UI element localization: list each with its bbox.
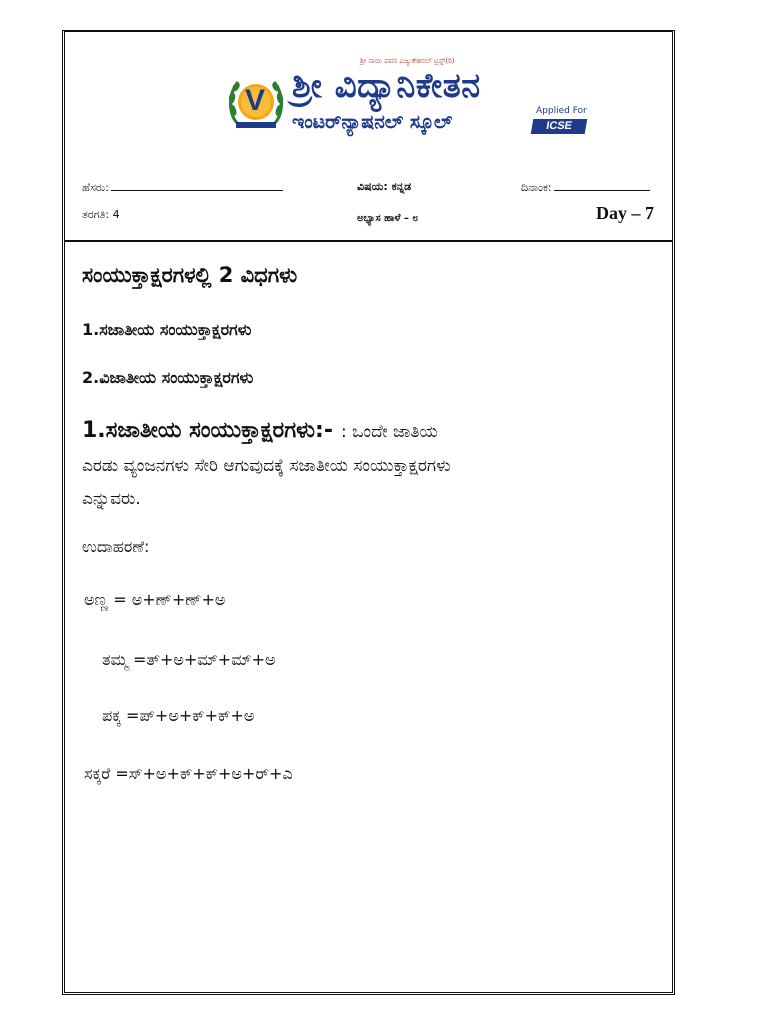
date-field [521, 180, 650, 195]
definition-line: ಎರಡು ವ್ಯಂಜನಗಳು ಸೇರಿ ಆಗುವುದಕ್ಕೆ ಸಜಾತೀಯ ಸಂಯುಕ್ತಾಕ್ಷರಗಳು [82, 456, 451, 476]
trust-name: ಶ್ರೀ ಸಾಯಿ ಪವನ ಎಜ್ಯುಕೇಶನಲ್ ಟ್ರಸ್ಟ್(ರಿ) [360, 57, 455, 65]
applied-for-label: Applied For [536, 106, 587, 116]
class-label: ತರಗತಿ: 4 [82, 208, 120, 221]
definition-tail: : ಒಂದೇ ಜಾತಿಯ [340, 422, 438, 442]
icse-badge: ICSE [531, 119, 588, 134]
logo-letter: V [245, 84, 266, 117]
header-divider [65, 240, 672, 242]
page-frame [62, 30, 675, 995]
example-item: ಪಕ್ಕ =ಪ್+ಅ+ಕ್+ಕ್+ಅ [102, 706, 255, 725]
subject-label: ವಿಷಯ: ಕನ್ನಡ [357, 180, 412, 193]
day-label: Day – 7 [596, 203, 654, 223]
date-label: ದಿನಾಂಕ: [521, 181, 552, 194]
list-item: 2.ವಿಜಾತೀಯ ಸಂಯುಕ್ತಾಕ್ಷರಗಳು [82, 368, 254, 387]
date-blank-line[interactable] [554, 180, 650, 191]
school-subtitle: ಇಂಟರ್‌ನ್ಯಾಷನಲ್ ಸ್ಕೂಲ್ [292, 111, 453, 133]
example-item: ಸಕ್ಕರೆ =ಸ್+ಅ+ಕ್+ಕ್+ಅ+ರ್+ಎ [84, 764, 293, 783]
school-name: ಶ್ರೀ ವಿದ್ಯಾನಿಕೇತನ [292, 66, 481, 106]
definition-line: ಎನ್ನುವರು. [82, 489, 141, 509]
definition-heading [82, 418, 438, 443]
definition-title: 1.ಸಜಾತೀಯ ಸಂಯುಕ್ತಾಕ್ಷರಗಳು:- [82, 418, 333, 443]
school-logo [224, 70, 288, 134]
example-item: ತಮ್ಮ =ತ್+ಅ+ಮ್+ಮ್+ಅ [102, 650, 276, 669]
example-label: ಉದಾಹರಣೆ: [82, 537, 150, 556]
list-item: 1.ಸಜಾತೀಯ ಸಂಯುಕ್ತಾಕ್ಷರಗಳು [82, 320, 252, 339]
name-blank-line[interactable] [111, 180, 283, 191]
name-label: ಹೆಸರು: [82, 181, 109, 194]
example-item: ಅಣ್ಣ = ಅ+ಣ್+ಣ್+ಅ [84, 590, 226, 609]
name-field [82, 180, 283, 195]
worksheet-label: ಅಭ್ಯಾಸ ಹಾಳೆ – ೮ [357, 213, 418, 224]
main-heading: ಸಂಯುಕ್ತಾಕ್ಷರಗಳಲ್ಲಿ 2 ವಿಧಗಳು [82, 263, 298, 287]
